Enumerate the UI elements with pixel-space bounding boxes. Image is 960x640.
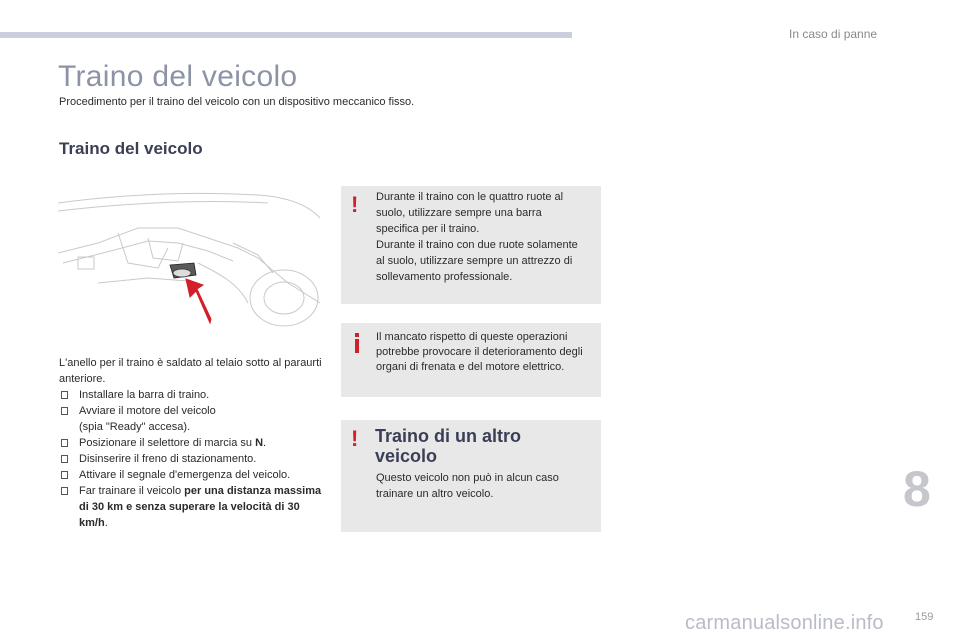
- exclamation-icon: !: [351, 426, 359, 451]
- page-number: 159: [915, 611, 934, 623]
- towing-instructions: [59, 355, 329, 531]
- warning-text: Durante il traino con le quattro ruote al suolo, utilizzare sempre una barra specifica per il traino. Durante il traino con due ruote solamente al suolo, utilizzare sempre un attrezzo di sollevamento professionale.: [376, 191, 578, 283]
- step-item: Installare la barra di traino.: [59, 387, 329, 403]
- intro-text: L'anello per il traino è saldato al telaio sotto al paraurti anteriore.: [59, 357, 322, 385]
- warning-box-other-vehicle: [341, 420, 601, 532]
- page-subtitle: Procedimento per il traino del veicolo con un dispositivo meccanico fisso.: [59, 96, 415, 108]
- box-heading: Traino di un altro veicolo: [375, 426, 522, 466]
- info-text: Il mancato rispetto di queste operazioni potrebbe provocare il deterioramento degli organi di frenata e del motore elettrico.: [376, 331, 583, 373]
- info-box: [341, 323, 601, 397]
- section-heading: Traino del veicolo: [59, 139, 203, 158]
- step-item: Far trainare il veicolo per una distanza massima di 30 km e senza superare la velocità di 30 km/h.: [59, 483, 329, 531]
- page-title: Traino del veicolo: [58, 60, 298, 93]
- exclamation-icon: !: [351, 192, 359, 217]
- step-item: Disinserire il freno di stazionamento.: [59, 451, 329, 467]
- tow-ring-illustration: [58, 183, 320, 328]
- chapter-number: 8: [903, 461, 931, 517]
- warning-box-towing: [341, 186, 601, 304]
- top-rule: [0, 32, 572, 38]
- watermark: carmanualsonline.info: [685, 612, 884, 634]
- step-item: Posizionare il selettore di marcia su N.: [59, 435, 329, 451]
- step-item: Avviare il motore del veicolo (spia "Ready" accesa).: [59, 403, 329, 435]
- steps-list: [59, 387, 329, 531]
- warning-text: Questo veicolo non può in alcun caso trainare un altro veicolo.: [376, 472, 559, 500]
- section-name: In caso di panne: [789, 27, 878, 41]
- step-item: Attivare il segnale d'emergenza del veicolo.: [59, 467, 329, 483]
